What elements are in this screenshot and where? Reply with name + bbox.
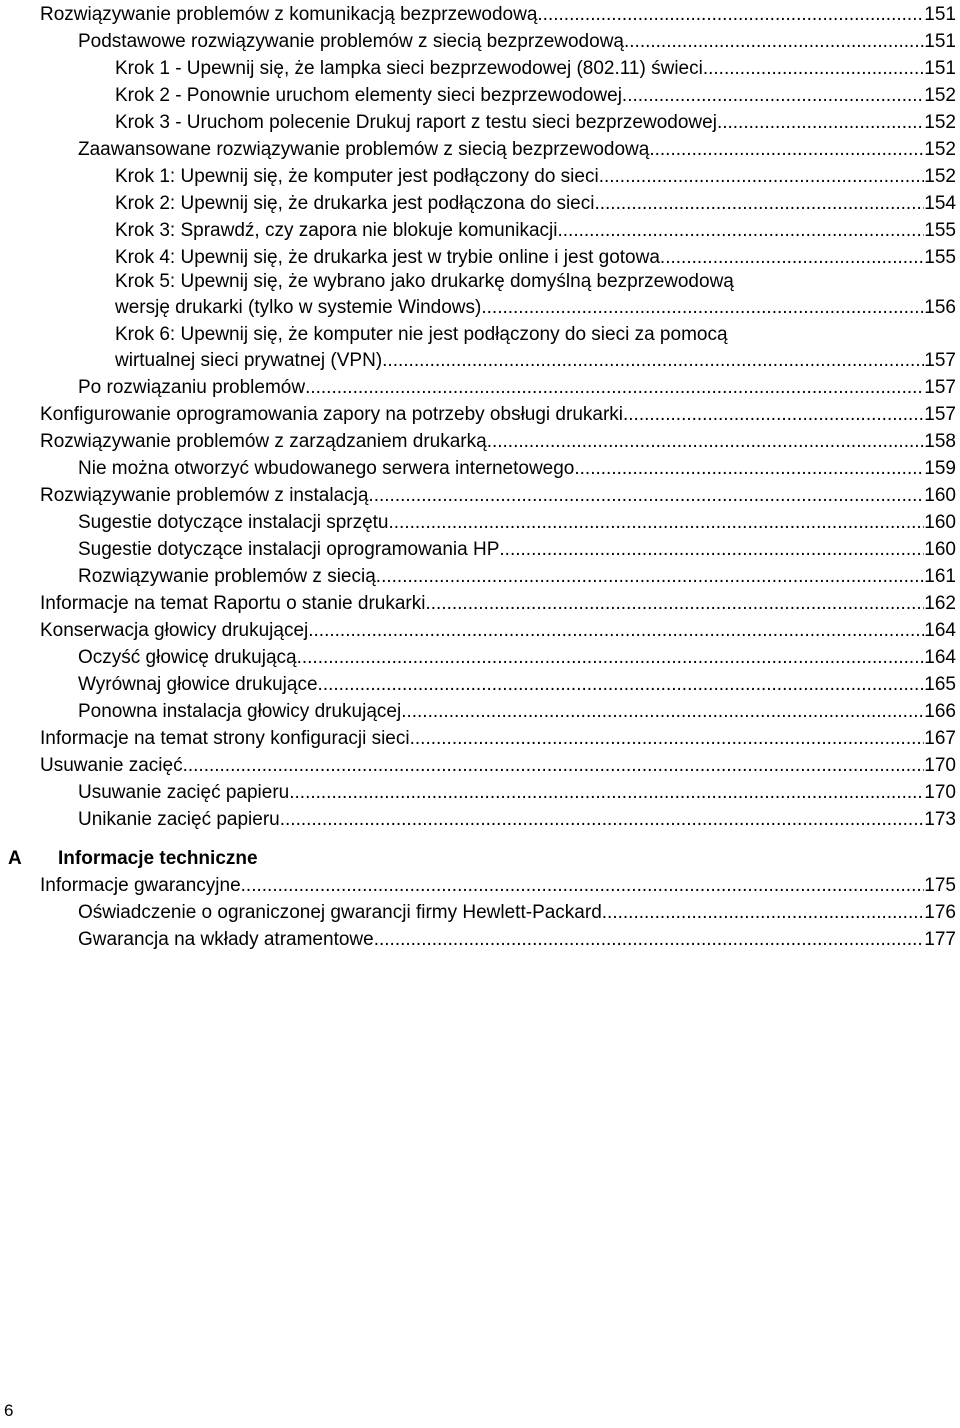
toc-entry-title: wirtualnej sieci prywatnej (VPN) xyxy=(115,350,383,371)
toc-entry[interactable] xyxy=(40,1,956,28)
toc-entry[interactable] xyxy=(78,536,956,563)
toc-entry[interactable] xyxy=(115,55,956,82)
toc-entry[interactable] xyxy=(40,752,956,779)
toc-entry[interactable] xyxy=(78,806,956,833)
toc-entry-title: Rozwiązywanie problemów z siecią xyxy=(78,566,376,587)
dot-leader xyxy=(401,698,924,725)
dot-leader xyxy=(308,617,924,644)
toc-entry[interactable] xyxy=(78,455,956,482)
dot-leader xyxy=(622,82,924,109)
dot-leader xyxy=(481,294,924,321)
toc-entry[interactable] xyxy=(40,725,956,752)
dot-leader xyxy=(499,536,924,563)
dot-leader xyxy=(305,374,924,401)
toc-entry-page: 158 xyxy=(924,431,956,452)
toc-entry-title: Informacje na temat Raportu o stanie drukarki xyxy=(40,593,426,614)
toc-entry[interactable] xyxy=(115,190,956,217)
toc-entry-title: Krok 3: Sprawdź, czy zapora nie blokuje komunikacji xyxy=(115,220,558,241)
toc-entry[interactable] xyxy=(115,163,956,190)
toc-entry-page: 152 xyxy=(924,85,956,106)
dot-leader xyxy=(557,217,924,244)
toc-entry-page: 159 xyxy=(924,458,956,479)
toc-entry-page: 162 xyxy=(924,593,956,614)
toc-entry[interactable] xyxy=(115,347,956,374)
toc-entry-title: Usuwanie zacięć papieru xyxy=(78,782,290,803)
toc-entry[interactable] xyxy=(40,872,956,899)
dot-leader xyxy=(389,509,925,536)
toc-entry[interactable] xyxy=(115,217,956,244)
dot-leader xyxy=(574,455,924,482)
dot-leader xyxy=(537,1,924,28)
toc-entry-page: 156 xyxy=(924,297,956,318)
toc-entry[interactable] xyxy=(115,109,956,136)
dot-leader xyxy=(374,926,925,953)
dot-leader xyxy=(717,109,924,136)
dot-leader xyxy=(703,55,924,82)
toc-entry[interactable] xyxy=(78,28,956,55)
toc-entry-page: 155 xyxy=(924,220,956,241)
toc-entry-title: Usuwanie zacięć xyxy=(40,755,183,776)
toc-entry-page: 170 xyxy=(924,755,956,776)
toc-entry-first-line[interactable]: Krok 6: Upewnij się, że komputer nie jest podłączony do sieci za pomocą xyxy=(115,324,728,345)
toc-entry-title: Sugestie dotyczące instalacji oprogramowania HP xyxy=(78,539,500,560)
toc-entry[interactable] xyxy=(115,244,956,271)
dot-leader xyxy=(624,28,924,55)
toc-entry-page: 160 xyxy=(924,539,956,560)
toc-entry-title: Informacje na temat strony konfiguracji sieci xyxy=(40,728,410,749)
dot-leader xyxy=(660,244,924,271)
toc-entry-page: 151 xyxy=(924,4,956,25)
toc-entry[interactable] xyxy=(78,698,956,725)
toc-entry-title: Rozwiązywanie problemów z komunikacją bezprzewodową xyxy=(40,4,538,25)
toc-entry[interactable] xyxy=(40,428,956,455)
toc-entry-page: 157 xyxy=(924,377,956,398)
toc-entry-page: 155 xyxy=(924,247,956,268)
toc-entry[interactable] xyxy=(78,899,956,926)
dot-leader xyxy=(425,590,924,617)
toc-entry[interactable] xyxy=(40,617,956,644)
toc-entry-page: 164 xyxy=(924,647,956,668)
appendix-title[interactable]: Informacje techniczne xyxy=(58,848,258,869)
appendix-letter: A xyxy=(8,848,22,869)
toc-entry-page: 152 xyxy=(924,112,956,133)
toc-entry-title: Rozwiązywanie problemów z zarządzaniem drukarką xyxy=(40,431,487,452)
toc-entry[interactable] xyxy=(40,401,956,428)
toc-entry[interactable] xyxy=(78,779,956,806)
toc-entry-title: Krok 2: Upewnij się, że drukarka jest podłączona do sieci xyxy=(115,193,595,214)
toc-entry[interactable] xyxy=(115,82,956,109)
page-number: 6 xyxy=(4,1401,14,1420)
toc-entry-title: Oczyść głowicę drukującą xyxy=(78,647,297,668)
toc-entry[interactable] xyxy=(115,294,956,321)
toc-entry-page: 152 xyxy=(924,139,956,160)
toc-entry[interactable] xyxy=(78,509,956,536)
toc-entry-title: Krok 1 - Upewnij się, że lampka sieci bezprzewodowej (802.11) świeci xyxy=(115,58,703,79)
toc-entry-title: Konfigurowanie oprogramowania zapory na potrzeby obsługi drukarki xyxy=(40,404,623,425)
toc-entry-page: 157 xyxy=(924,350,956,371)
dot-leader xyxy=(297,644,925,671)
toc-entry-page: 167 xyxy=(924,728,956,749)
dot-leader xyxy=(487,428,925,455)
toc-entry-title: Nie można otworzyć wbudowanego serwera internetowego xyxy=(78,458,575,479)
toc-entry-title: Krok 2 - Ponownie uruchom elementy sieci bezprzewodowej xyxy=(115,85,622,106)
toc-entry-title: Krok 4: Upewnij się, że drukarka jest w trybie online i jest gotowa xyxy=(115,247,660,268)
toc-entry-title: Podstawowe rozwiązywanie problemów z siecią bezprzewodową xyxy=(78,31,624,52)
toc-entry-page: 160 xyxy=(924,485,956,506)
toc-entry-title: Ponowna instalacja głowicy drukującej xyxy=(78,701,402,722)
toc-entry-title: Rozwiązywanie problemów z instalacją xyxy=(40,485,369,506)
dot-leader xyxy=(241,872,925,899)
toc-entry-page: 160 xyxy=(924,512,956,533)
dot-leader xyxy=(602,899,925,926)
toc-entry[interactable] xyxy=(78,136,956,163)
toc-entry[interactable] xyxy=(78,563,956,590)
toc-entry-title: Gwarancja na wkłady atramentowe xyxy=(78,929,374,950)
toc-entry-title: Sugestie dotyczące instalacji sprzętu xyxy=(78,512,389,533)
toc-entry-page: 166 xyxy=(924,701,956,722)
toc-entry-page: 165 xyxy=(924,674,956,695)
toc-entry-title: Zaawansowane rozwiązywanie problemów z siecią bezprzewodową xyxy=(78,139,650,160)
toc-entry-page: 152 xyxy=(924,166,956,187)
toc-entry-first-line[interactable]: Krok 5: Upewnij się, że wybrano jako drukarkę domyślną bezprzewodową xyxy=(115,271,734,292)
toc-entry[interactable] xyxy=(78,671,956,698)
toc-entry-title: Unikanie zacięć papieru xyxy=(78,809,280,830)
toc-entry[interactable] xyxy=(78,926,956,953)
dot-leader xyxy=(318,671,925,698)
toc-entry-title: wersję drukarki (tylko w systemie Windows) xyxy=(115,297,482,318)
dot-leader xyxy=(280,806,925,833)
dot-leader xyxy=(410,725,925,752)
toc-entry-page: 173 xyxy=(924,809,956,830)
toc-entry-page: 157 xyxy=(924,404,956,425)
dot-leader xyxy=(594,190,924,217)
toc-entry[interactable] xyxy=(40,590,956,617)
toc-entry-title: Krok 1: Upewnij się, że komputer jest podłączony do sieci xyxy=(115,166,599,187)
toc-entry-title: Krok 3 - Uruchom polecenie Drukuj raport z testu sieci bezprzewodowej xyxy=(115,112,717,133)
toc-entry-title: Informacje gwarancyjne xyxy=(40,875,241,896)
toc-entry-page: 154 xyxy=(924,193,956,214)
toc-entry-page: 177 xyxy=(924,929,956,950)
toc-entry-title: Po rozwiązaniu problemów xyxy=(78,377,306,398)
toc-entry[interactable] xyxy=(78,644,956,671)
dot-leader xyxy=(183,752,925,779)
toc-entry-page: 161 xyxy=(924,566,956,587)
toc-entry-title: Konserwacja głowicy drukującej xyxy=(40,620,309,641)
toc-entry-page: 175 xyxy=(924,875,956,896)
dot-leader xyxy=(623,401,924,428)
dot-leader xyxy=(289,779,924,806)
toc-entry-page: 176 xyxy=(924,902,956,923)
toc-entry-page: 164 xyxy=(924,620,956,641)
dot-leader xyxy=(649,136,924,163)
dot-leader xyxy=(382,347,924,374)
toc-entry-page: 151 xyxy=(924,58,956,79)
toc-entry[interactable] xyxy=(40,482,956,509)
dot-leader xyxy=(599,163,925,190)
toc-entry-page: 151 xyxy=(924,31,956,52)
dot-leader xyxy=(368,482,924,509)
dot-leader xyxy=(376,563,925,590)
toc-entry[interactable] xyxy=(78,374,956,401)
toc-entry-title: Oświadczenie o ograniczonej gwarancji firmy Hewlett-Packard xyxy=(78,902,602,923)
toc-entry-title: Wyrównaj głowice drukujące xyxy=(78,674,318,695)
toc-entry-page: 170 xyxy=(924,782,956,803)
